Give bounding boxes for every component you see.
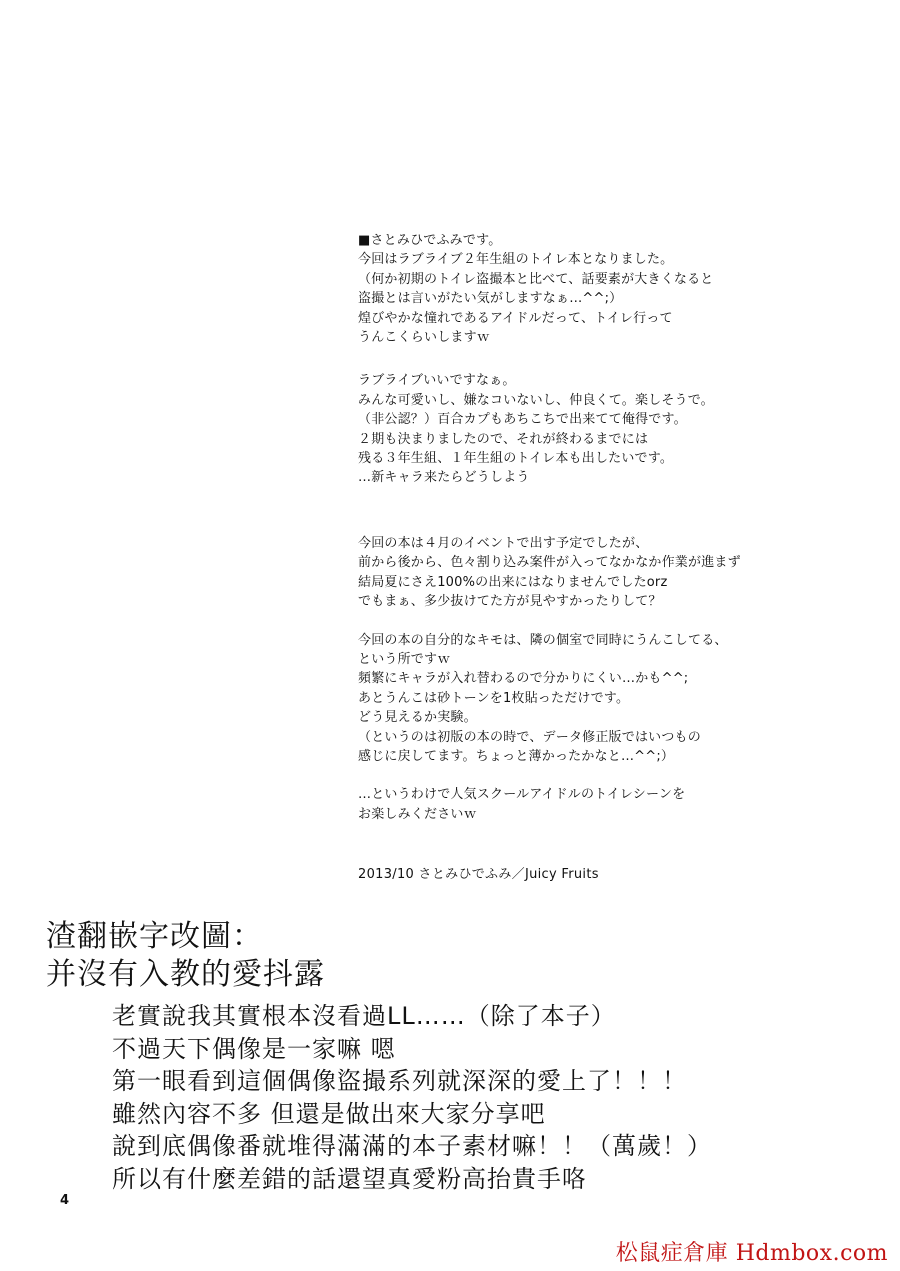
credit-translator-name: 并沒有入教的愛抖露	[46, 957, 325, 992]
note-line: 說到底偶像番就堆得滿滿的本子素材嘛！！（萬歲！）	[112, 1132, 712, 1160]
text-line: （何か初期のトイレ盗撮本と比べて、話要素が大きくなると	[358, 271, 714, 287]
note-line: 雖然內容不多 但還是做出來大家分享吧	[112, 1099, 546, 1128]
text-line: 盗撮とは言いがたい気がしますなぁ…^^;）	[358, 291, 623, 307]
text-line: お楽しみくださいｗ	[358, 806, 477, 822]
text-line: 頻繁にキャラが入れ替わるので分かりにくい…かも^^;	[358, 671, 689, 687]
text-line: …新キャラ来たらどうしよう	[358, 470, 530, 486]
afterword-paragraph-3	[358, 534, 878, 612]
text-line: 今回はラブライブ２年生組のトイレ本となりました。	[358, 252, 674, 268]
text-line: 感じに戻してます。ちょっと薄かったかなと…^^;）	[358, 748, 675, 764]
text-line: みんな可愛いし、嫌なコいないし、仲良くて。楽しそうで。	[358, 392, 714, 408]
text-line: …というわけで人気スクールアイドルのトイレシーンを	[358, 787, 686, 803]
text-line: ２期も決まりましたので、それが終わるまでには	[358, 431, 649, 447]
text-line: 残る３年生組、１年生組のトイレ本も出したいです。	[358, 451, 674, 467]
text-line: 前から後から、色々割り込み案件が入ってなかなか作業が進まず	[358, 555, 741, 571]
note-line: 不過天下偶像是一家嘛 嗯	[112, 1034, 396, 1063]
text-line: という所ですｗ	[358, 651, 451, 667]
text-line: （というのは初版の本の時で、データ修正版ではいつもの	[358, 729, 701, 745]
translator-note	[112, 1000, 712, 1195]
text-line: ■さとみひでふみです。	[358, 233, 502, 248]
author-signature: 2013/10 さとみひでふみ／Juicy Fruits	[358, 867, 599, 882]
text-line: うんこくらいしますｗ	[358, 330, 491, 346]
text-line: ラブライブいいですなぁ。	[358, 373, 516, 389]
note-line: 老實說我其實根本沒看過LL……（除了本子）	[112, 1002, 616, 1030]
text-line: でもまぁ、多少抜けてた方が見やすかったりして？	[358, 594, 662, 610]
credit-title: 渣翻嵌字改圖：	[46, 919, 263, 954]
afterword-text	[358, 231, 878, 824]
afterword-paragraph-4	[358, 631, 878, 767]
note-line: 第一眼看到這個偶像盜撮系列就深深的愛上了！！！	[112, 1067, 687, 1095]
site-watermark: 松鼠症倉庫 Hdmbox.com	[615, 1241, 888, 1266]
afterword-paragraph-5	[358, 785, 878, 824]
translator-credit-header	[46, 918, 325, 994]
text-line: 今回の本の自分的なキモは、隣の個室で同時にうんこしてる、	[358, 632, 728, 648]
text-line: 今回の本は４月のイベントで出す予定でしたが、	[358, 535, 649, 551]
afterword-paragraph-2	[358, 371, 878, 487]
text-line: あとうんこは砂トーンを1枚貼っただけです。	[358, 690, 630, 706]
note-line: 所以有什麼差錯的話還望真愛粉高抬貴手咯	[112, 1164, 587, 1193]
page-number: 4	[60, 1193, 70, 1208]
afterword-paragraph-1	[358, 231, 878, 347]
text-line: どう見えるか実験。	[358, 710, 477, 726]
text-line: 結局夏にさえ100%の出来にはなりませんでしたorz	[358, 574, 668, 590]
text-line: 煌びやかな憧れであるアイドルだって、トイレ行って	[358, 310, 673, 326]
text-line: （非公認？）百合カプもあちこちで出来てて俺得です。	[358, 412, 687, 428]
